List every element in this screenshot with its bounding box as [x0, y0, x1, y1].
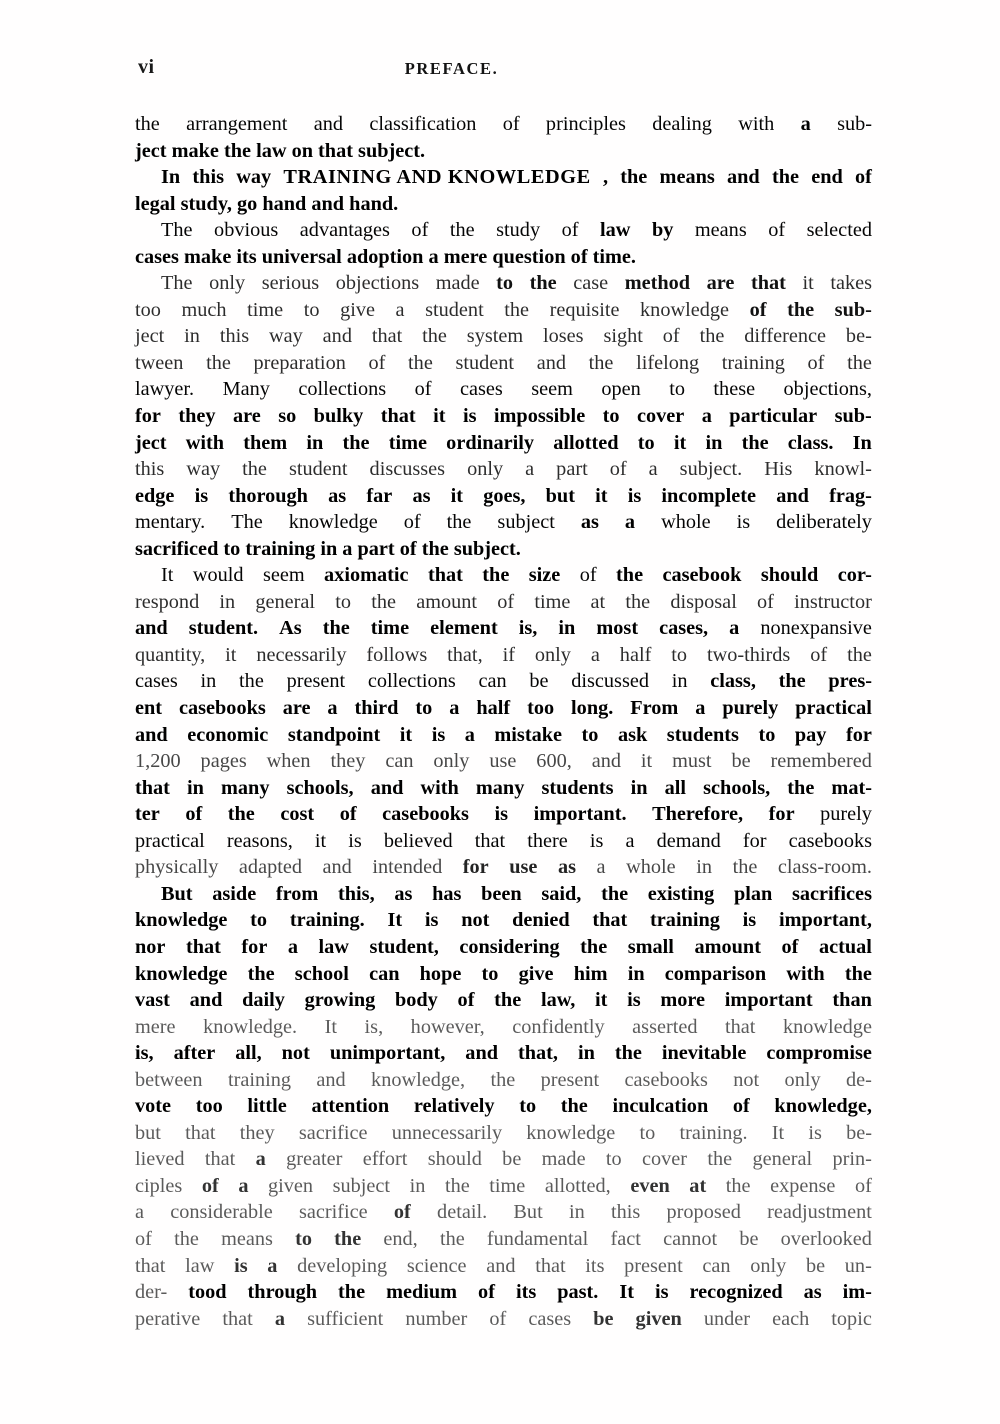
body-text-block — [135, 111, 872, 1332]
text-line: ent casebooks are a third to a half too long. From a purely practical — [135, 697, 872, 720]
text-line: sacrificed to training in a part of the subject. — [135, 537, 521, 560]
text-line: 1,200 pages when they can only use 600, and it must be remembered — [135, 750, 872, 773]
text-line: too much time to give a student the requisite knowledge of the sub- — [135, 298, 872, 321]
text-line: respond in general to the amount of time at the disposal of instructor — [135, 590, 872, 613]
text-line: perative that a sufficient number of cases be given under each topic — [135, 1307, 872, 1330]
text-line: vast and daily growing body of the law, it is more important than — [135, 989, 872, 1012]
text-line: but that they sacrifice unnecessarily knowledge to training. It is be- — [135, 1121, 872, 1144]
text-line: In this way TRAINING AND KNOWLEDGE , the means and the end of — [135, 164, 872, 191]
text-line: is, after all, not unimportant, and that, in the inevitable compromise — [135, 1042, 872, 1065]
text-line: But aside from this, as has been said, the existing plan sacrifices — [161, 882, 872, 905]
running-head-title: PREFACE. — [404, 59, 499, 78]
text-line: legal study, go hand and hand. — [135, 192, 399, 215]
text-line: knowledge the school can hope to give him in comparison with the — [135, 962, 872, 985]
text-line: a considerable sacrifice of detail. But in this proposed readjustment — [135, 1201, 872, 1224]
text-line: practical reasons, it is believed that there is a demand for casebooks — [135, 829, 872, 852]
text-line: and economic standpoint it is a mistake to ask students to pay for — [135, 723, 872, 746]
text-line: tween the preparation of the student and the lifelong training of the — [135, 351, 872, 374]
text-line: nor that for a law student, considering the small amount of actual — [135, 935, 872, 958]
text-line: the arrangement and classification of principles dealing with a sub- — [135, 113, 872, 135]
text-line: mere knowledge. It is, however, confidently asserted that knowledge — [135, 1015, 872, 1038]
text-line: knowledge to training. It is not denied that training is important, — [135, 909, 872, 932]
paragraph — [135, 217, 872, 270]
text-line: ciples of a given subject in the time allotted, even at the expense of — [135, 1174, 872, 1197]
text-line: between training and knowledge, the present casebooks not only de- — [135, 1068, 872, 1091]
text-line: The only serious objections made to the case method are that it takes — [161, 272, 872, 295]
paragraph — [135, 164, 872, 217]
page-folio-number: vi — [138, 56, 155, 78]
paragraph — [135, 562, 872, 881]
paragraph — [135, 881, 872, 1332]
text-line: lawyer. Many collections of cases seem open to these objections, — [135, 378, 872, 401]
text-line: this way the student discusses only a part of a subject. His knowl- — [135, 458, 872, 481]
running-head — [135, 56, 872, 86]
text-line: ject in this way and that the system loses sight of the difference be- — [135, 325, 872, 348]
text-line: The obvious advantages of the study of law by means of selected — [161, 219, 872, 242]
text-line: physically adapted and intended for use as a whole in the class-room. — [135, 856, 872, 879]
text-line: ter of the cost of casebooks is important. Therefore, for purely — [135, 803, 872, 826]
text-line: ject make the law on that subject. — [135, 139, 426, 162]
text-line: of the means to the end, the fundamental fact cannot be overlooked — [135, 1227, 872, 1250]
text-line: cases in the present collections can be discussed in class, the pres- — [135, 670, 872, 693]
small-caps-run: TRAINING AND KNOWLEDGE — [283, 166, 591, 189]
text-line: that law is a developing science and that its present can only be un- — [135, 1254, 872, 1277]
text-line: that in many schools, and with many students in all schools, the mat- — [135, 776, 872, 799]
text-line: edge is thorough as far as it goes, but it is incomplete and frag- — [135, 484, 872, 507]
text-line: cases make its universal adoption a mere question of time. — [135, 245, 637, 268]
paragraph — [135, 270, 872, 562]
text-line: and student. As the time element is, in most cases, a nonexpansive — [135, 617, 872, 640]
text-line: der- tood through the medium of its past. It is recognized as im- — [135, 1281, 872, 1304]
text-line: vote too little attention relatively to the inculcation of knowledge, — [135, 1095, 872, 1118]
text-line: for they are so bulky that it is impossible to cover a particular sub- — [135, 405, 872, 428]
text-line: quantity, it necessarily follows that, if only a half to two-thirds of the — [135, 643, 872, 666]
text-line: ject with them in the time ordinarily allotted to it in the class. In — [135, 431, 872, 454]
text-line: It would seem axiomatic that the size of the casebook should cor- — [161, 564, 872, 587]
text-line: mentary. The knowledge of the subject as a whole is deliberately — [135, 511, 872, 534]
text-line: lieved that a greater effort should be made to cover the general prin- — [135, 1148, 872, 1171]
paragraph — [135, 111, 872, 164]
